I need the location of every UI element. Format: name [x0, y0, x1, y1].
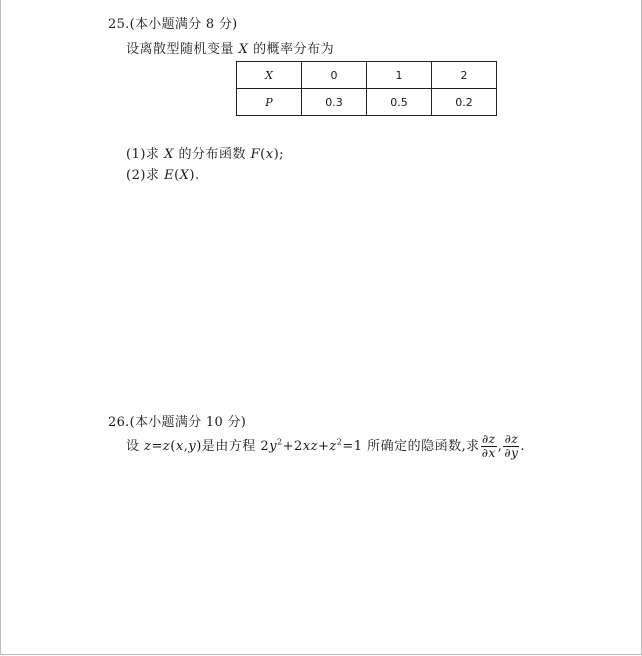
- q26-tail: =1 所确定的隐函数,求: [342, 439, 480, 454]
- q26-text: 设 z=z(x,y)是由方程 $2y^2+2xz+z^2=1$ 所确定的隐函数,求 $\frac{\partial z}{\partial x}$ , $\frac{\partial z}{\partial y}$ .: [126, 432, 526, 460]
- q25-part2-post: .: [194, 168, 200, 183]
- table-cell-x-0: 0: [302, 62, 367, 89]
- partial-z-x-fraction: [481, 433, 497, 460]
- table-cell-x-label: X: [237, 62, 302, 89]
- q26-arg-x: x: [175, 439, 184, 454]
- frac1-denominator: ∂x: [481, 446, 496, 460]
- q26-var-z: z: [144, 439, 152, 454]
- q25-part1-func: F: [250, 147, 261, 162]
- table-cell-p-1: 0.5: [367, 89, 432, 116]
- q26-plus1: +2: [282, 439, 303, 454]
- q25-intro: [126, 38, 334, 57]
- q26-arg-y: y: [188, 439, 197, 454]
- q25-intro-pre: 设离散型随机变量: [126, 42, 235, 57]
- q26-pre: 设: [126, 439, 140, 454]
- q25-part1-arg: x: [265, 147, 274, 162]
- q26-mid: 是由方程 2: [201, 439, 270, 454]
- q26-header: 26.(本小题满分 10 分): [108, 415, 247, 430]
- q26-func-z: z: [162, 439, 171, 454]
- partial-z-y-fraction: [503, 433, 519, 460]
- table-cell-x-1: 1: [367, 62, 432, 89]
- q26-term-z: z: [329, 439, 337, 454]
- q25-part2-pre: (2)求: [126, 168, 160, 183]
- table-row-p: [237, 89, 497, 116]
- q26-term-y: y: [269, 439, 278, 454]
- q26-equals: =: [151, 439, 163, 454]
- table-cell-p-label: P: [237, 89, 302, 116]
- probability-distribution-table: [236, 61, 497, 116]
- table-cell-p-0: 0.3: [302, 89, 367, 116]
- frac2-denominator: ∂y: [504, 446, 519, 460]
- q26-plus2: +: [318, 439, 330, 454]
- q25-part1-var: X: [164, 147, 174, 162]
- q25-part1-mid: 的分布函数: [178, 147, 246, 162]
- frac2-numerator: ∂z: [504, 432, 519, 446]
- q26-exp-1: 2: [277, 437, 283, 447]
- q25-intro-var: X: [238, 42, 249, 57]
- table-cell-x-2: 2: [432, 62, 497, 89]
- table-cell-p-2: 0.2: [432, 89, 497, 116]
- q25-part1: (1)求 X 的分布函数 F(x);: [126, 147, 285, 162]
- q26-term-xz: xz: [302, 439, 318, 454]
- frac1-numerator: ∂z: [482, 432, 496, 446]
- q25-part2-arg: X: [179, 168, 190, 183]
- q26-exp-2: 2: [336, 437, 343, 447]
- q25-part1-post: ;: [279, 147, 285, 162]
- q25-intro-post: 的概率分布为: [253, 42, 335, 57]
- q25-part2-func: E: [164, 168, 175, 183]
- q25-header: 25.(本小题满分 8 分): [108, 17, 238, 32]
- q25-part1-pre: (1)求: [126, 147, 160, 162]
- q25-part2: (2)求 E(X).: [126, 168, 200, 183]
- table-row-x: [237, 62, 497, 89]
